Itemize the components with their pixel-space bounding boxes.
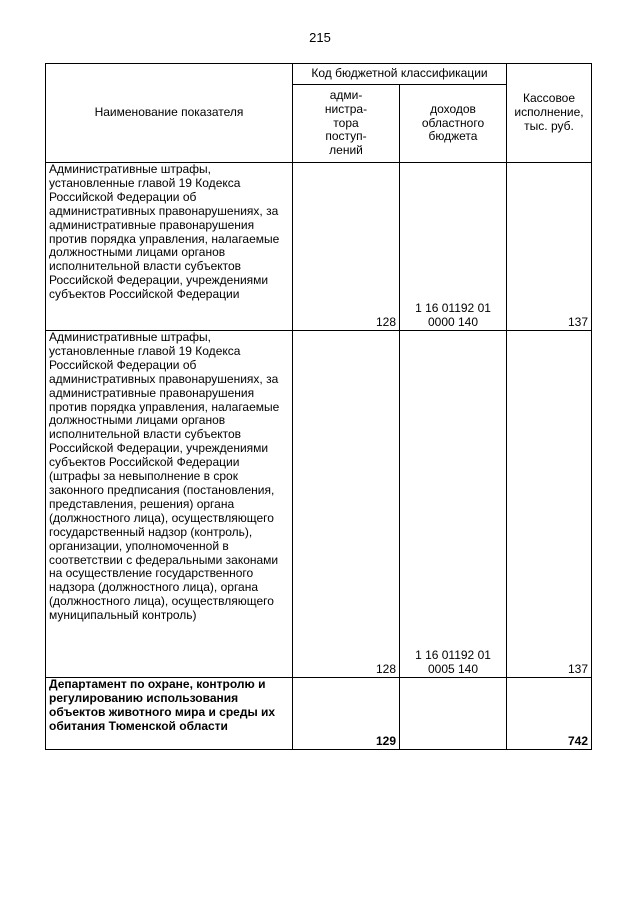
header-cash-execution: Кассовое исполнение, тыс. руб.	[507, 64, 592, 163]
header-row-top	[46, 64, 592, 85]
cash-amount-cell: 742	[507, 678, 592, 750]
table-row	[46, 331, 592, 678]
income-code-cell: 1 16 01192 01 0000 140	[400, 163, 507, 331]
header-regional-income: доходов областного бюджета	[400, 85, 507, 163]
header-budget-classification-code: Код бюджетной классификации	[293, 64, 507, 85]
table-row	[46, 163, 592, 331]
income-code-cell	[400, 678, 507, 750]
header-administrator: адми- нистра- тора поступ- лений	[293, 85, 400, 163]
indicator-name-cell: Департамент по охране, контролю и регулированию использования объектов животного мира и среды их обитания Тюменской области	[46, 678, 293, 750]
administrator-code-cell: 128	[293, 331, 400, 678]
income-code-cell: 1 16 01192 01 0005 140	[400, 331, 507, 678]
indicator-name-cell: Административные штрафы, установленные главой 19 Кодекса Российской Федерации об административных правонарушениях, за административные правонарушения против порядка управления, налагаемые должностными лицами органов исполнительной власти субъектов Российской Федерации, учреждениями субъектов Российской Федерации	[46, 163, 293, 331]
table-body	[46, 163, 592, 750]
page-number: 215	[309, 30, 331, 45]
cash-amount-cell: 137	[507, 163, 592, 331]
cash-amount-cell: 137	[507, 331, 592, 678]
header-indicator-name: Наименование показателя	[46, 64, 293, 163]
administrator-code-cell: 128	[293, 163, 400, 331]
administrator-code-cell: 129	[293, 678, 400, 750]
table-row	[46, 678, 592, 750]
budget-table	[45, 63, 592, 750]
indicator-name-cell: Административные штрафы, установленные главой 19 Кодекса Российской Федерации об административных правонарушениях, за административные правонарушения против порядка управления, налагаемые должностными лицами органов исполнительной власти субъектов Российской Федерации, учреждениями субъектов Российской Федерации (штрафы за невыполнение в срок законного предписания (постановления, представления, решения) органа (должностного лица), осуществляющего государственный надзор (контроль), организации, уполномоченной в соответствии с федеральными законами на осуществление государственного надзора (должностного лица), органа (должностного лица), осуществляющего муниципальный контроль)	[46, 331, 293, 678]
